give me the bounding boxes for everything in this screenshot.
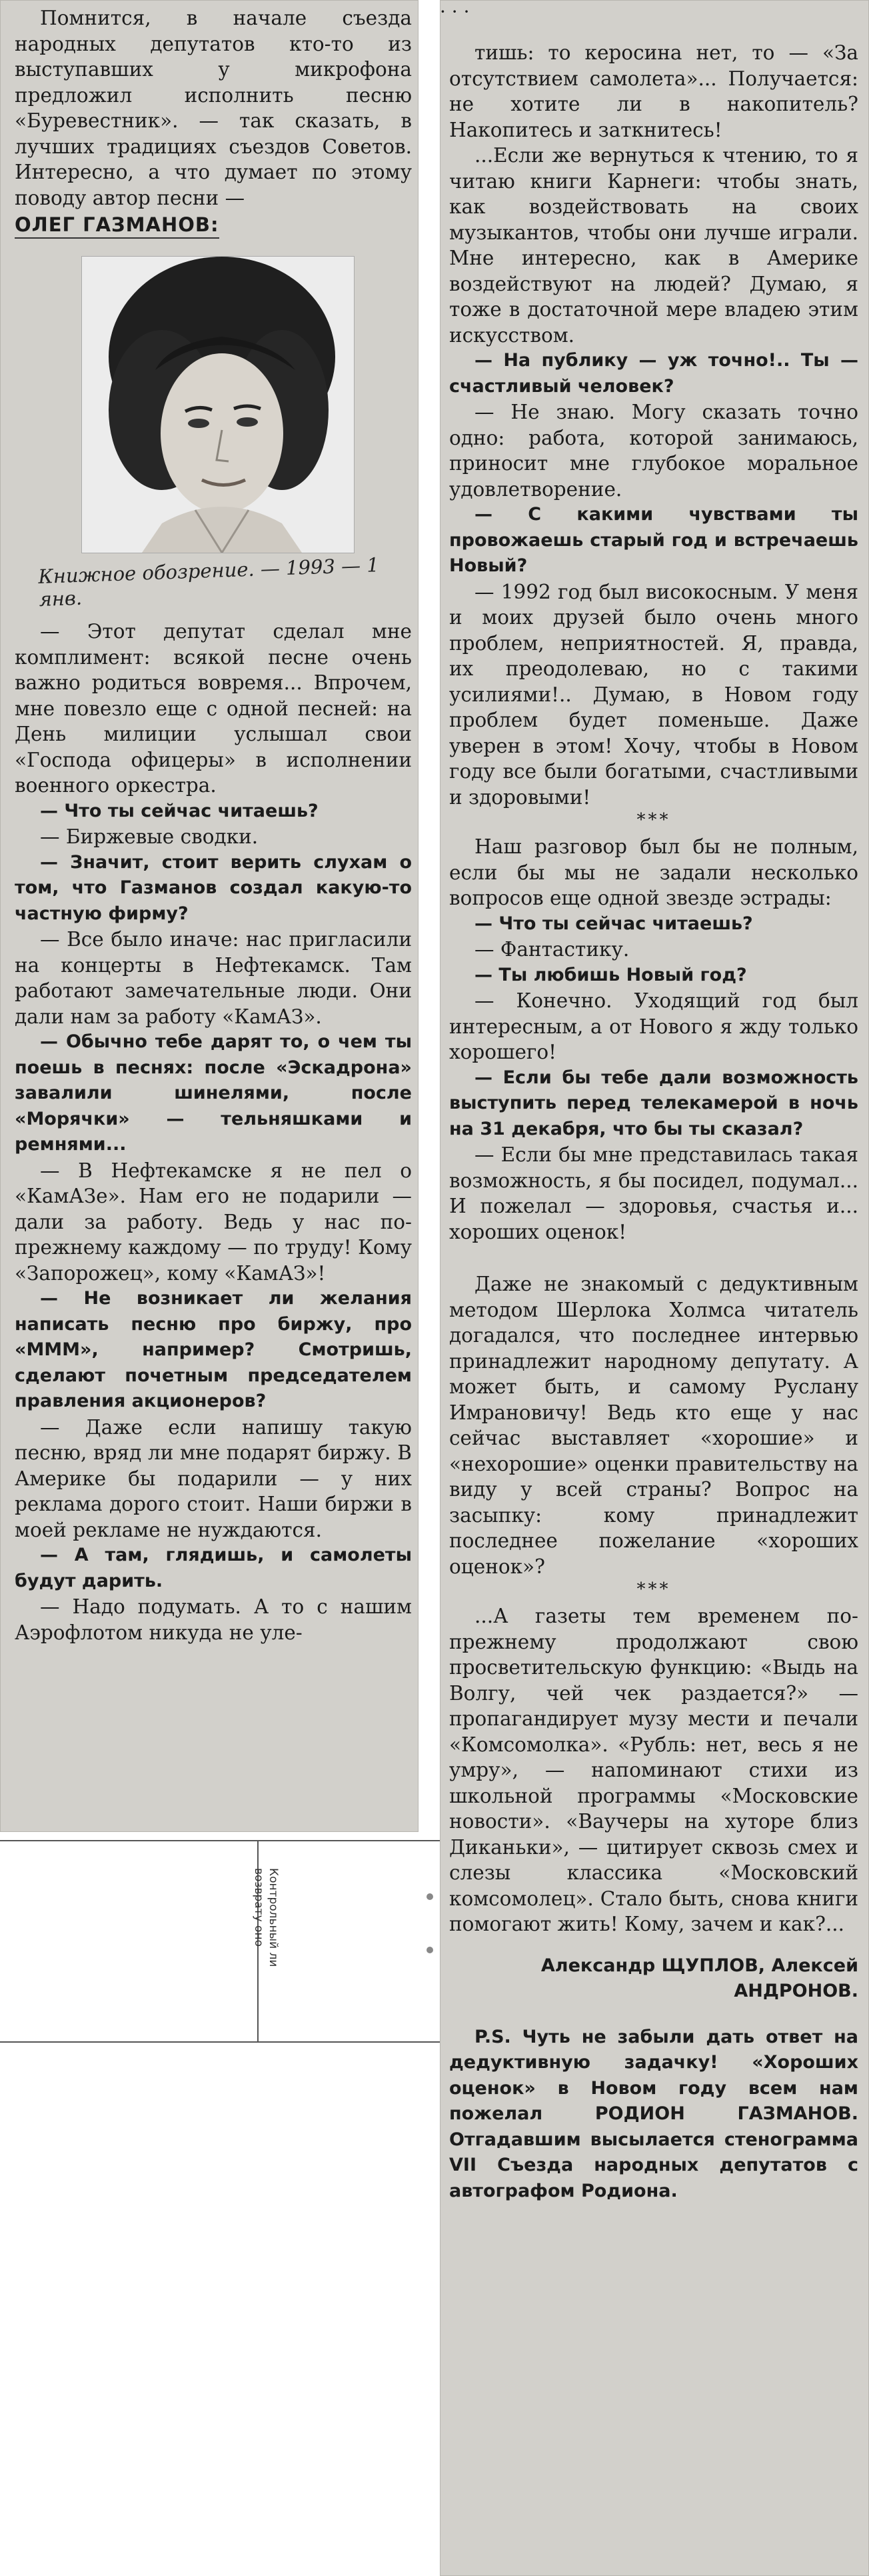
intro-paragraph: Помнится, в начале съезда народных депутатов кто-то из выступавших у микрофона предложил исполнить песню «Буревестник». — так сказать, в лучших традициях съездов Советов. Интересно, а что думает по этому поводу автор песни — [15, 7, 412, 209]
ledger-stamp-line-1: Контрольный ли [267, 1868, 280, 1967]
interview-answer: — В Нефтекамске я не пел о «КамАЗе». Нам его не подарили — дали за работу. Ведь у нас по-прежнему каждому — по труду! Кому «Запорожец», кому «КамАЗ»! [15, 1159, 412, 1285]
section-divider: *** [636, 1579, 671, 1599]
left-column [15, 5, 412, 1645]
interview-answer: Даже не знакомый с дедуктивным методом Шерлока Холмса читатель догадался, что последнее интервью принадлежит народному депутату. А может быть, и самому Руслану Имрановичу! Ведь кто еще у нас сейчас выставляет «хорошие» и «нехорошие» оценки правительству на виду у всей страны? Вопрос на засыпку: кому принадлежит последнее пожелание «хороших оценок»? [449, 1273, 858, 1578]
interview-answer: — Биржевые сводки. [40, 825, 259, 848]
ledger-stamp-text [253, 1868, 333, 2001]
interview-question: — Что ты сейчас читаешь? [474, 913, 753, 934]
interview-answer: — Не знаю. Могу сказать точно одно: работа, которой занимаюсь, приносит мне глубокое моральное удовлетворение. [449, 401, 858, 501]
ledger-stamp-line-2: возврату оно [252, 1868, 265, 1947]
right-column [449, 40, 858, 2204]
article-clipping-left [0, 0, 419, 1832]
interview-answer: тишь: то керосина нет, то — «За отсутствием самолета»... Получается: не хотите ли в накопитель? Накопитесь и заткнитесь! [449, 41, 858, 141]
top-fragment: · · · [440, 1, 470, 23]
handwritten-source-note: Книжное обозрение. — 1993 — 1 янв. [37, 553, 380, 611]
interview-answer: — Фантастику. [474, 938, 630, 961]
left-interview-body [15, 619, 412, 1645]
interview-question: — Что ты сейчас читаешь? [40, 800, 319, 821]
ledger-line [0, 1840, 440, 1841]
interview-question: — А там, глядишь, и самолеты будут дарить. [15, 1545, 412, 1591]
punch-hole [427, 1947, 433, 1953]
ledger-line [0, 2041, 440, 2043]
interview-answer: — Надо подумать. А то с нашим Аэрофлотом никуда не уле- [15, 1595, 412, 1644]
interview-answer: — Этот депутат сделал мне комплимент: всякой песне очень важно родиться вовремя... Впрочем, мне повезло еще с одной песней: на День милиции услышал свои «Господа офицеры» в исполнении военного оркестра. [15, 620, 412, 797]
interview-question: — Значит, стоит верить слухам о том, что Газманов создал какую-то частную фирму? [15, 851, 412, 924]
interview-answer: — Все было иначе: нас пригласили на концерты в Нефтекамск. Там работают замечательные люди. Они дали нам за работу «КамАЗ». [15, 928, 412, 1028]
interview-question: — Обычно тебе дарят то, о чем ты поешь в песнях: после «Эскадрона» завалили шинелями, после «Морячки» — тельняшками и ремнями... [15, 1031, 412, 1155]
interview-question: — Не возникает ли желания написать песню про биржу, про «МММ», например? Смотришь, сделают почетным председателем правления акционеров? [15, 1288, 412, 1411]
interview-answer: Наш разговор был бы не полным, если бы мы не задали несколько вопросов еще одной звезде эстрады: [449, 835, 858, 909]
interview-question: — На публику — уж точно!.. Ты — счастливый человек? [449, 350, 858, 397]
interview-answer: — Если бы мне представилась такая возможность, я бы посидел, подумал... И пожелал — здоровья, счастья и... хороших оценок! [449, 1143, 858, 1243]
interview-answer: ...А газеты тем временем по-прежнему продолжают свою просветительскую функцию: «Выдь на Волгу, чей чек раздается?» — пропагандирует музу мести и печали «Комсомолка». «Рубль: нет, весь я не умру», — напоминают стихи из школьной программы «Московские новости». «Ваучеры на хуторе близ Диканьки», — цитирует сквозь смех и слезы классика «Московский комсомолец». Стало быть, снова книги помогают жить! Кому, зачем и как?... [449, 1605, 858, 1935]
portrait-photo [81, 256, 355, 553]
paragraph-spacer [449, 1245, 858, 1271]
punch-hole [427, 1893, 433, 1900]
article-clipping-right [440, 0, 869, 2576]
interviewee-heading: ОЛЕГ ГАЗМАНОВ: [15, 212, 219, 239]
section-divider: *** [636, 810, 671, 830]
interview-answer: — Конечно. Уходящий год был интересным, а от Нового я жду только хорошего! [449, 989, 858, 1063]
interview-answer: — 1992 год был високосным. У меня и моих друзей было очень много проблем, неприятностей. Я, правда, их преодолеваю, но с такими усилиями!.. Думаю, в Новом году проблем будет поменьше. Даже уверен в этом! Хочу, чтобы в Новом году все были богатыми, счастливыми и здоровыми! [449, 580, 858, 809]
portrait-image [82, 257, 354, 553]
interview-question: — Если бы тебе дали возможность выступить перед телекамерой в ночь на 31 декабря, что бы ты сказал? [449, 1067, 858, 1139]
author-signature: Александр ЩУПЛОВ, Алексей АНДРОНОВ. [540, 1955, 858, 2001]
postscript: P.S. Чуть не забыли дать ответ на дедуктивную задачку! «Хороших оценок» в Новом году всем нам пожелал РОДИОН ГАЗМАНОВ. Отгадавшим высылается стенограмма VII Съезда народных депутатов с автографом Родиона. [449, 2026, 858, 2201]
interview-question: — Ты любишь Новый год? [474, 964, 747, 985]
interview-answer: — Даже если напишу такую песню, вряд ли мне подарят биржу. В Америке бы подарили — у них реклама дорого стоит. Наши биржи в моей рекламе не нуждаются. [15, 1415, 412, 1541]
interview-question: — С какими чувствами ты провожаешь старый год и встречаешь Новый? [449, 504, 858, 576]
right-interview-body [449, 40, 858, 2204]
interview-answer: ...Если же вернуться к чтению, то я читаю книги Карнеги: чтобы знать, как воздействовать на своих музыкантов, чтобы они лучше играли. Мне интересно, как в Америке воздействуют на людей? Думаю, я тоже в достаточной мере владею этим искусством. [449, 144, 858, 347]
